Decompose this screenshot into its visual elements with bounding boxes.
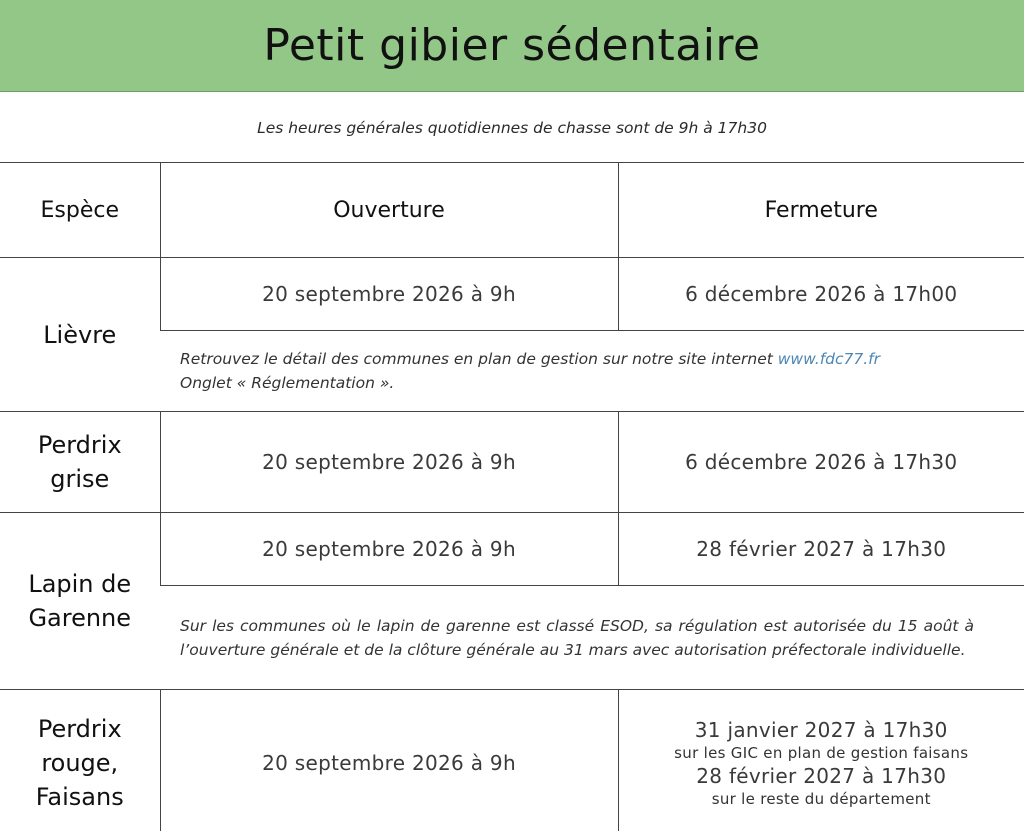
table-header-row: [0, 163, 1024, 258]
closing-date-rest: 28 février 2027 à 17h30: [696, 763, 947, 788]
table-row-lievre: [0, 258, 1024, 331]
closing-date: 28 février 2027 à 17h30: [618, 513, 1024, 586]
closing-date-gic: 31 janvier 2027 à 17h30: [694, 717, 948, 742]
lievre-note: [160, 331, 1024, 412]
closing-note-gic: sur les GIC en plan de gestion faisans: [674, 743, 969, 762]
lievre-note-line2: Onglet « Réglementation ».: [180, 374, 395, 392]
species-line: Lapin de: [28, 570, 132, 598]
hunting-hours-note: Les heures générales quotidiennes de chasse sont de 9h à 17h30: [257, 118, 767, 137]
table-row-lapin: [0, 513, 1024, 586]
species-line: rouge,: [41, 748, 119, 777]
title-banner: [0, 0, 1024, 92]
opening-date: 20 septembre 2026 à 9h: [160, 690, 618, 831]
species-lievre: Lièvre: [0, 258, 160, 412]
species-perdrix-grise: [0, 412, 160, 513]
species-line: Perdrix: [37, 714, 122, 743]
species-lapin-garenne: [0, 513, 160, 690]
lievre-note-text: Retrouvez le détail des communes en plan de gestion sur notre site internet: [180, 350, 778, 368]
closing-dates: [618, 690, 1024, 831]
species-perdrix-rouge-faisans: [0, 690, 160, 831]
table-row-perdrix-grise: [0, 412, 1024, 513]
hunting-seasons-table: [0, 162, 1024, 831]
species-line: grise: [50, 465, 110, 493]
column-header-closing: Fermeture: [618, 163, 1024, 258]
column-header-species: Espèce: [0, 163, 160, 258]
column-header-opening: Ouverture: [160, 163, 618, 258]
lapin-note: Sur les communes où le lapin de garenne est classé ESOD, sa régulation est autorisée du 15 août à l’ouverture générale et de la clôture générale au 31 mars avec autorisation préfectorale individuelle.: [160, 586, 1024, 690]
closing-date: 6 décembre 2026 à 17h00: [618, 258, 1024, 331]
table-row-perdrix-rouge-faisans: [0, 690, 1024, 831]
opening-date: 20 septembre 2026 à 9h: [160, 258, 618, 331]
species-line: Garenne: [28, 604, 132, 632]
closing-note-rest: sur le reste du département: [711, 789, 931, 808]
fdc77-website-link[interactable]: www.fdc77.fr: [777, 350, 880, 368]
opening-date: 20 septembre 2026 à 9h: [160, 513, 618, 586]
species-line: Perdrix: [37, 431, 122, 459]
closing-date: 6 décembre 2026 à 17h30: [618, 412, 1024, 513]
opening-date: 20 septembre 2026 à 9h: [160, 412, 618, 513]
page-title: Petit gibier sédentaire: [263, 20, 761, 71]
species-line: Faisans: [35, 782, 124, 811]
